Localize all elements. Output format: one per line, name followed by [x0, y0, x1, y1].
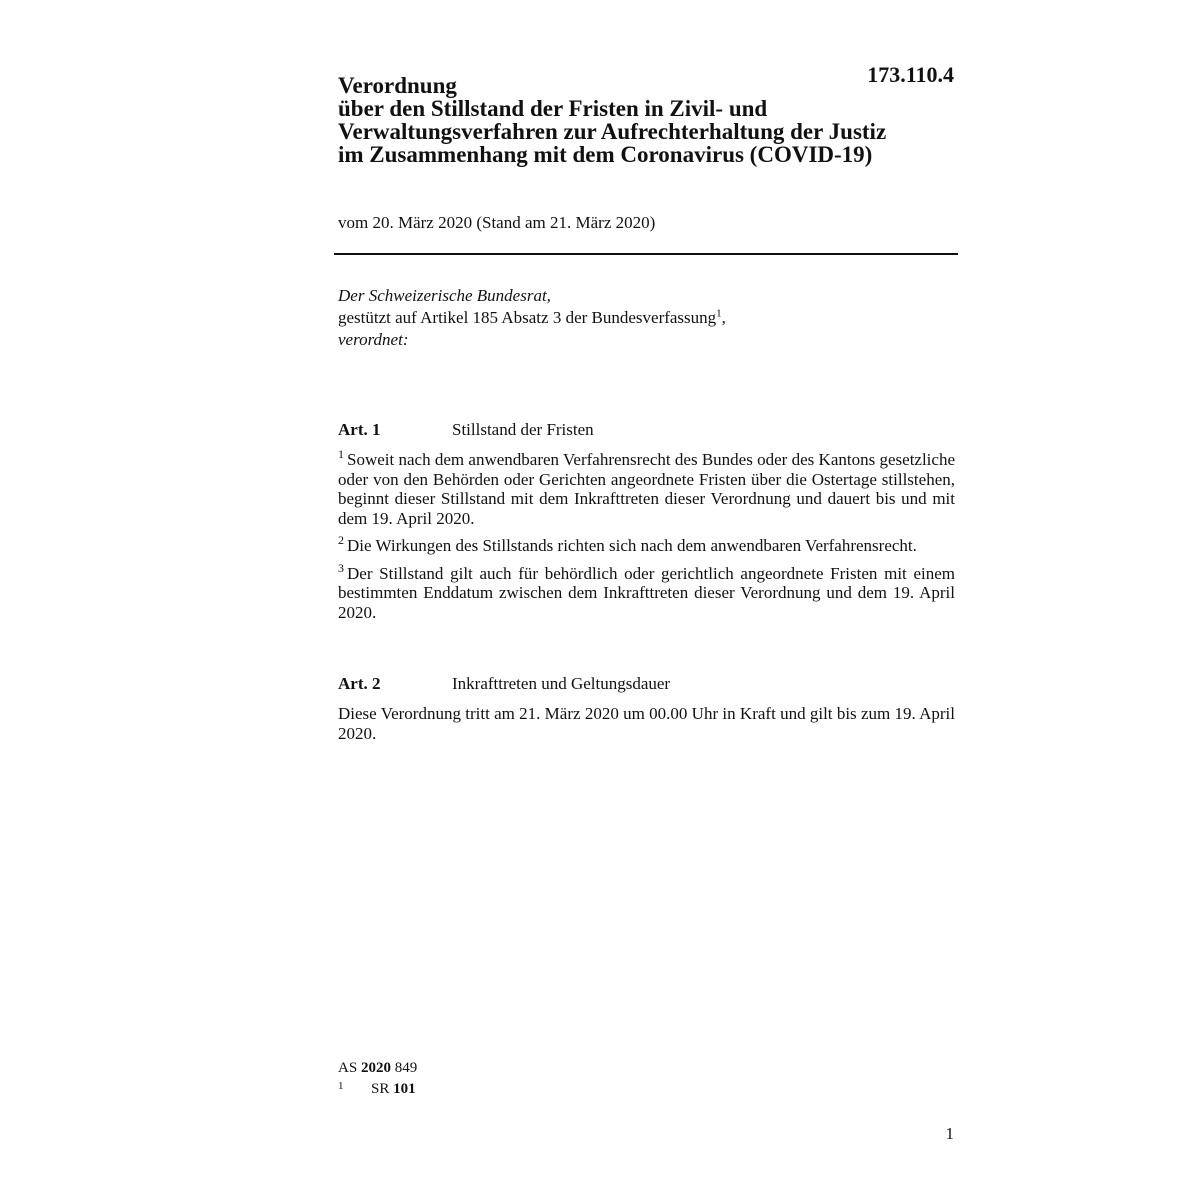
- as-prefix: AS: [338, 1060, 358, 1076]
- article-heading: [338, 420, 955, 442]
- footnote-reference[interactable]: 1: [716, 307, 722, 320]
- document-title: [338, 74, 958, 166]
- footnote: [338, 1079, 417, 1100]
- title-line: im Zusammenhang mit dem Coronavirus (COVID-19): [338, 142, 873, 167]
- footer-notes: [338, 1058, 417, 1100]
- as-year: 2020: [360, 1060, 391, 1076]
- paragraph-number: 2: [338, 533, 344, 548]
- article-1: [338, 420, 955, 622]
- paragraph-text: Soweit nach dem anwendbaren Verfahrensrecht des Bundes oder des Kantons gesetzliche oder von den Behörden oder Gerichten angeordnete Fristen über die Ostertage stillstehen, beginnt dieser Stillstand mit dem Inkrafttreten dieser Verordnung und dauert bis und mit dem 19. April 2020.: [338, 450, 955, 528]
- preamble-basis-end: ,: [721, 308, 726, 327]
- preamble-decree: verordnet:: [338, 330, 409, 349]
- article-title: Inkrafttreten und Geltungsdauer: [452, 674, 671, 693]
- paragraph-text: Der Stillstand gilt auch für behördlich oder gerichtlich angeordnete Fristen mit einem bestimmten Enddatum zwischen dem Inkrafttreten dieser Verordnung und dem 19. April 2020.: [338, 563, 955, 622]
- article-paragraph: [338, 704, 955, 743]
- title-line: über den Stillstand der Fristen in Zivil- und: [338, 96, 768, 121]
- footnote-mark: 1: [338, 1080, 344, 1092]
- title-line: Verordnung: [338, 73, 457, 98]
- paragraph-number: 3: [338, 560, 344, 575]
- article-paragraph: [338, 533, 955, 556]
- article-paragraph: [338, 447, 955, 528]
- footnote-prefix: SR: [371, 1081, 390, 1097]
- article-number: Art. 1: [338, 420, 381, 439]
- title-line: Verwaltungsverfahren zur Aufrechterhaltung der Justiz: [338, 119, 887, 144]
- paragraph-text: Die Wirkungen des Stillstands richten sich nach dem anwendbaren Verfahrensrecht.: [347, 536, 917, 555]
- article-title: Stillstand der Fristen: [452, 420, 594, 439]
- preamble-authority: Der Schweizerische Bundesrat,: [338, 286, 551, 305]
- date-line: vom 20. März 2020 (Stand am 21. März 2020): [338, 213, 656, 232]
- header-divider: [334, 253, 958, 255]
- paragraph-number: 1: [338, 447, 344, 462]
- footnote-number: 101: [393, 1081, 416, 1097]
- preamble: [338, 285, 958, 351]
- article-number: Art. 2: [338, 674, 381, 693]
- article-heading: [338, 674, 955, 696]
- as-page: 849: [394, 1060, 418, 1076]
- preamble-basis: [338, 307, 958, 329]
- preamble-basis-text: gestützt auf Artikel 185 Absatz 3 der Bundesverfassung: [338, 308, 717, 327]
- article-paragraph: [338, 560, 955, 623]
- article-2: [338, 674, 955, 743]
- paragraph-text: Diese Verordnung tritt am 21. März 2020 um 00.00 Uhr in Kraft und gilt bis zum 19. April 2020.: [338, 704, 955, 743]
- sr-number: 173.110.4: [867, 62, 954, 87]
- page-number: 1: [945, 1124, 954, 1143]
